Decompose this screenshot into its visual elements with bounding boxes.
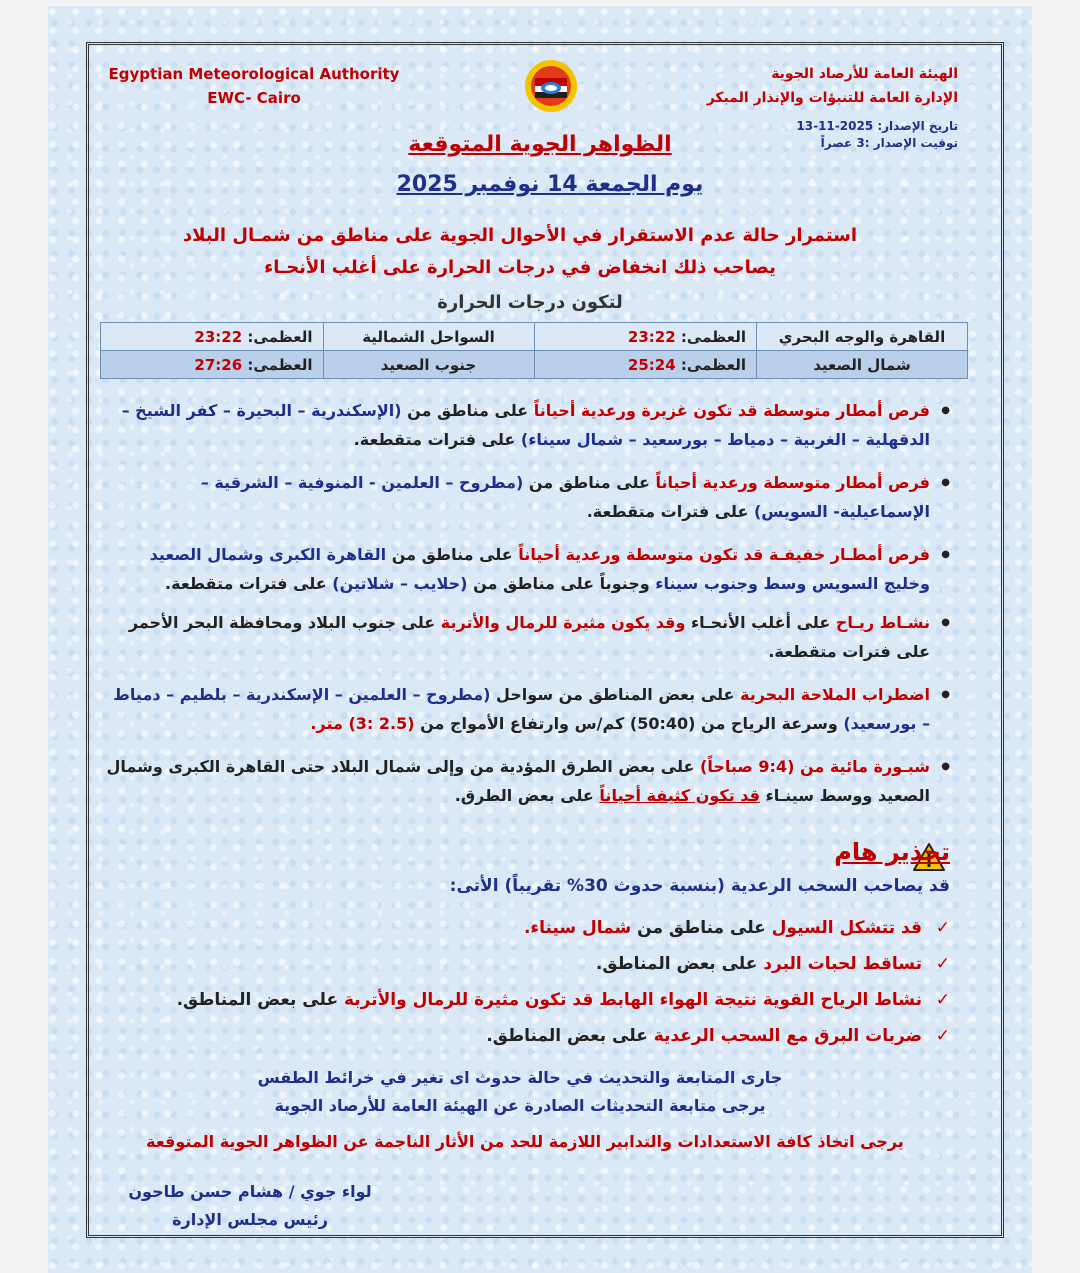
issue-date: 2025-11-13 — [796, 119, 874, 133]
temp-max-label: العظمى: — [680, 327, 746, 346]
bullet-areas: (مطروح – العلمين – الإسكندرية – بلطيم – دمياط – بورسعيد) — [113, 685, 930, 733]
signature — [110, 1178, 390, 1234]
bullet-text: على مناطق من — [523, 473, 656, 492]
headline-line-1: استمرار حالة عدم الاستقرار في الأحوال الجوية على مناطق من شمـال البلاد — [182, 225, 858, 246]
temp-max-cell — [534, 323, 757, 351]
warning-item-text: شمال سيناء. — [523, 918, 632, 938]
issue-date-label: تاريخ الإصدار: — [877, 119, 958, 133]
warning-item-text: على بعض المناطق. — [176, 990, 344, 1010]
bullet-text: على فترات متقطعة. — [586, 502, 754, 521]
temp-max-value: 27:26 — [194, 355, 243, 374]
list-item — [130, 946, 950, 982]
bullet-areas: (حلايب – شلاتين) — [332, 574, 468, 593]
headline-line-2: يصاحب ذلك انخفاض في درجات الحرارة على أغلب الأنحـاء — [264, 257, 776, 278]
temp-region: السواحل الشمالية — [323, 323, 534, 351]
bullet-text: (2.5 :3) متر. — [310, 714, 415, 733]
bullet-text: فرص أمطار متوسطة ورعدية أحياناً — [655, 473, 930, 492]
bullet-text: على فترات متقطعة. — [353, 430, 521, 449]
authority-english-subtitle: EWC- Cairo — [207, 89, 301, 107]
signature-name: لواء جوي / هشام حسن طاحون — [128, 1182, 372, 1201]
forecast-bullets — [100, 396, 950, 810]
bullet-text: على أغلب الأنحـاء — [685, 613, 836, 632]
table-row — [101, 323, 968, 351]
bullet-rain-canal — [100, 468, 950, 526]
bullet-text: وارتفاع الأمواج من — [414, 714, 575, 733]
temperature-table — [100, 322, 968, 379]
bullet-text: فرص أمطار متوسطة قد تكون غزيرة ورعدية أحياناً — [533, 401, 930, 420]
table-row — [101, 351, 968, 379]
bullet-text: وقد يكون مثيرة للرمال والأتربة — [440, 613, 686, 632]
headline — [180, 220, 860, 284]
bullet-text: على مناطق من — [386, 545, 519, 564]
list-item — [130, 982, 950, 1018]
ema-logo-icon — [523, 58, 579, 114]
bullet-text: قد تكون كثيفة أحياناً — [599, 786, 761, 805]
temp-max-value: 23:22 — [627, 327, 676, 346]
check-icon: ✓ — [935, 990, 950, 1010]
temp-max-label: العظمى: — [247, 355, 313, 374]
bullet-areas: (الإسكندرية – البحيرة – كفر الشيخ – الدقهلية – الغربية – دمياط – بورسعيد – شمال سيناء) — [121, 401, 930, 449]
authority-english-title: Egyptian Meteorological Authority — [108, 65, 400, 83]
issue-time: 3 عصراً — [820, 136, 865, 150]
bullet-text: (50:40) كم/س — [574, 714, 696, 733]
bullet-areas: (مطروح – العلمين - المنوفية – الشرقية – الإسماعيلية- السويس) — [200, 473, 930, 521]
temp-region: القاهرة والوجه البحري — [757, 323, 968, 351]
temp-max-cell — [534, 351, 757, 379]
authority-arabic-title: الهيئة العامة للأرصاد الجوية — [771, 66, 958, 82]
temp-region: جنوب الصعيد — [323, 351, 534, 379]
page-title: الظواهر الجوية المتوقعة — [408, 132, 672, 157]
temp-max-cell — [101, 323, 324, 351]
bullet-text: على مناطق من — [401, 401, 534, 420]
bullet-text: اضطراب الملاحة البحرية — [739, 685, 930, 704]
bullet-text: شبـورة مائية من (9:4 صباحاً) — [700, 757, 930, 776]
bullet-text: على بعض الطرق. — [454, 786, 600, 805]
warning-intro: قد يصاحب السحب الرعدية (بنسبة حدوث 30% تقريباً) الأتى: — [449, 876, 950, 896]
bullet-text: على فترات متقطعة. — [165, 574, 333, 593]
authority-english — [104, 62, 404, 110]
temp-max-cell — [101, 351, 324, 379]
check-icon: ✓ — [935, 1026, 950, 1046]
forecast-date: يوم الجمعة 14 نوفمبر 2025 — [396, 172, 704, 197]
precaution-notice: يرجى اتخاذ كافة الاستعدادات والتدابير اللازمة للحد من الأثار الناجمة عن الظواهر الجوية المتوقعة — [146, 1132, 904, 1151]
bullet-text: فرص أمطـار خفيفـة قد تكون متوسطة ورعدية أحياناً — [518, 545, 930, 564]
warning-item-text: ضربات البرق مع السحب الرعدية — [653, 1026, 922, 1046]
department-arabic-title: الإدارة العامة للتنبؤات والإنذار المبكر — [706, 90, 958, 106]
temps-title: لتكون درجات الحرارة — [437, 292, 623, 313]
follow-up-line-1: جارى المتابعة والتحديث في حالة حدوث اى تغير في خرائط الطقس — [257, 1068, 783, 1087]
signature-role: رئيس مجلس الإدارة — [172, 1210, 328, 1229]
check-icon: ✓ — [935, 918, 950, 938]
temp-max-value: 23:22 — [194, 327, 243, 346]
bullet-rain-north — [100, 396, 950, 454]
warning-title: تحذير هام — [834, 838, 950, 866]
bullet-areas: القاهرة الكبرى وشمال الصعيد وخليج السويس وسط وجنوب سيناء — [149, 545, 930, 593]
temp-max-label: العظمى: — [247, 327, 313, 346]
temp-max-label: العظمى: — [680, 355, 746, 374]
list-item — [130, 910, 950, 946]
follow-up-line-2: يرجى متابعة التحديثات الصادرة عن الهيئة العامة للأرصاد الجوية — [274, 1096, 766, 1115]
bullet-marine — [100, 680, 950, 738]
bullet-text: على بعض المناطق من سواحل — [490, 685, 740, 704]
list-item — [130, 1018, 950, 1054]
bullet-fog — [100, 752, 950, 810]
follow-up-note — [230, 1064, 810, 1120]
warning-item-text: على مناطق من — [631, 918, 772, 938]
warning-item-text: قد تتشكل السيول — [771, 918, 922, 938]
bullet-text: نشـاط ريـاح — [835, 613, 930, 632]
warning-item-text: تساقط لحبات البرد — [763, 954, 922, 974]
authority-arabic — [598, 62, 958, 110]
warning-list — [130, 910, 950, 1054]
bullet-text: على بعض الطرق المؤدية من وإلى شمال البلاد حتى القاهرة الكبرى وشمال الصعيد ووسط سينـاء — [106, 757, 930, 805]
warning-item-text: على بعض المناطق. — [486, 1026, 654, 1046]
warning-item-text: على بعض المناطق. — [595, 954, 764, 974]
warning-item-text: نشاط الرياح القوية نتيجة الهواء الهابط قد تكون مثيرة للرمال والأتربة — [343, 990, 922, 1010]
bullet-rain-cairo — [100, 540, 950, 598]
temp-region: شمال الصعيد — [757, 351, 968, 379]
check-icon: ✓ — [935, 954, 950, 974]
bullet-winds — [100, 608, 950, 666]
bullet-text: وسرعة الرياح من — [695, 714, 844, 733]
temp-max-value: 25:24 — [627, 355, 676, 374]
bullet-text: على جنوب البلاد ومحافظة البحر الأحمر على فترات متقطعة. — [128, 613, 930, 661]
issue-time-label: توقيت الإصدار : — [864, 136, 958, 150]
bullet-text: وجنوباً على مناطق من — [467, 574, 656, 593]
